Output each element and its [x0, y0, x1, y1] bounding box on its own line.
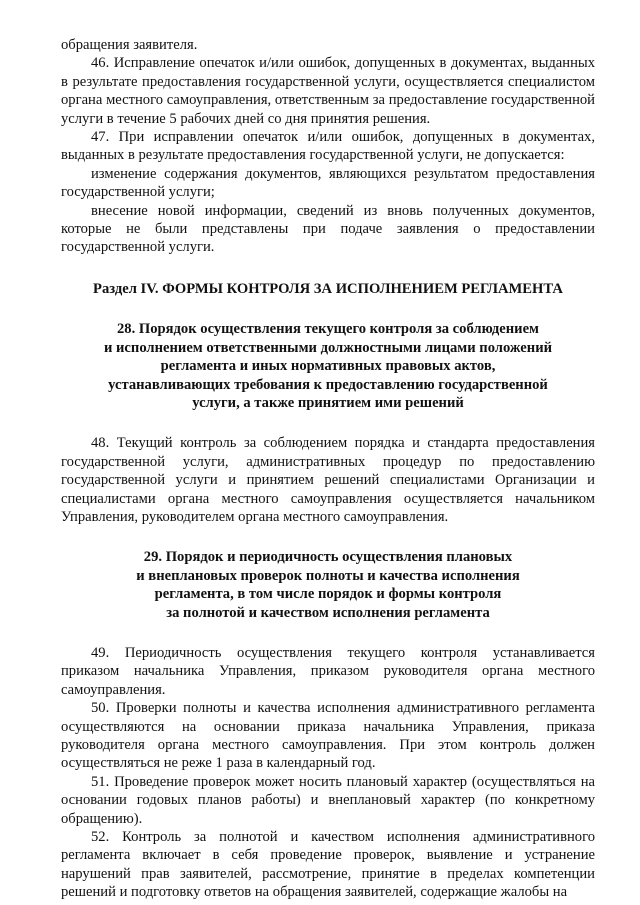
- subsection-28-line: регламента и иных нормативных правовых актов,: [160, 358, 496, 375]
- subsection-29-line: регламента, в том числе порядок и формы контроля: [154, 586, 502, 603]
- subsection-28-heading: [61, 320, 595, 412]
- subsection-29-line: за полнотой и качеством исполнения регламента: [166, 604, 490, 621]
- paragraph-49: 49. Периодичность осуществления текущего контроля устанавливается приказом начальника Управления, приказом руководителя органа местного самоуправления.: [61, 644, 595, 698]
- section-title: Раздел IV. ФОРМЫ КОНТРОЛЯ ЗА ИСПОЛНЕНИЕМ РЕГЛАМЕНТА: [93, 280, 563, 297]
- subsection-28-line: и исполнением ответственными должностными лицами положений: [103, 339, 553, 356]
- paragraph-48: 48. Текущий контроль за соблюдением порядка и стандарта предоставления государственной услуги, административных процедур по предоставлению государственной услуги и принятием решений специалистами Организации и специалистами органа местного самоуправления осуществляется начальником Управления, руководителем органа местного самоуправления.: [61, 435, 595, 525]
- subsection-29-line: и внеплановых проверок полноты и качества исполнения: [136, 567, 520, 584]
- paragraph-47-item-1: изменение содержания документов, являющихся результатом предоставления государственной услуги;: [61, 165, 595, 201]
- subsection-29-line: 29. Порядок и периодичность осуществления плановых: [143, 549, 513, 566]
- paragraph-52: 52. Контроль за полнотой и качеством исполнения административного регламента включает в себя проведение проверок, выявление и устранение нарушений прав заявителей, рассмотрение, принятие в пределах компетенции решений и подготовку ответов на обращения заявителей, содержащие жалобы на: [61, 829, 595, 901]
- paragraph-47-item-2: внесение новой информации, сведений из вновь полученных документов, которые не были представлены при подаче заявления о предоставлении государственной услуги.: [61, 202, 595, 256]
- paragraph-51: 51. Проведение проверок может носить плановый характер (осуществляться на основании годовых планов работы) и внеплановый характер (по конкретному обращению).: [61, 773, 595, 827]
- paragraph-46: 46. Исправление опечаток и/или ошибок, допущенных в документах, выданных в результате предоставления государственной услуги, осуществляется специалистом органа местного самоуправления, ответственным за предоставление государственной услуги в течение 5 рабочих дней со дня принятия решения.: [61, 55, 595, 127]
- subsection-28-line: 28. Порядок осуществления текущего контроля за соблюдением: [117, 321, 539, 338]
- paragraph-47: 47. При исправлении опечаток и/или ошибок, допущенных в документах, выданных в результате предоставления государственной услуги, не допускается:: [61, 129, 595, 164]
- subsection-28-line: устанавливающих требования к предоставлению государственной: [108, 376, 548, 393]
- paragraph-50: 50. Проверки полноты и качества исполнения административного регламента осуществляются на основании приказа начальника Управления, приказа руководителя органа местного самоуправления. При этом контроль должен осуществляться не реже 1 раза в календарный год.: [61, 700, 595, 772]
- document-page: [61, 36, 595, 902]
- paragraph-continuation: обращения заявителя.: [61, 37, 198, 53]
- subsection-28-line: услуги, а также принятием ими решений: [192, 394, 464, 411]
- subsection-29-heading: [61, 548, 595, 622]
